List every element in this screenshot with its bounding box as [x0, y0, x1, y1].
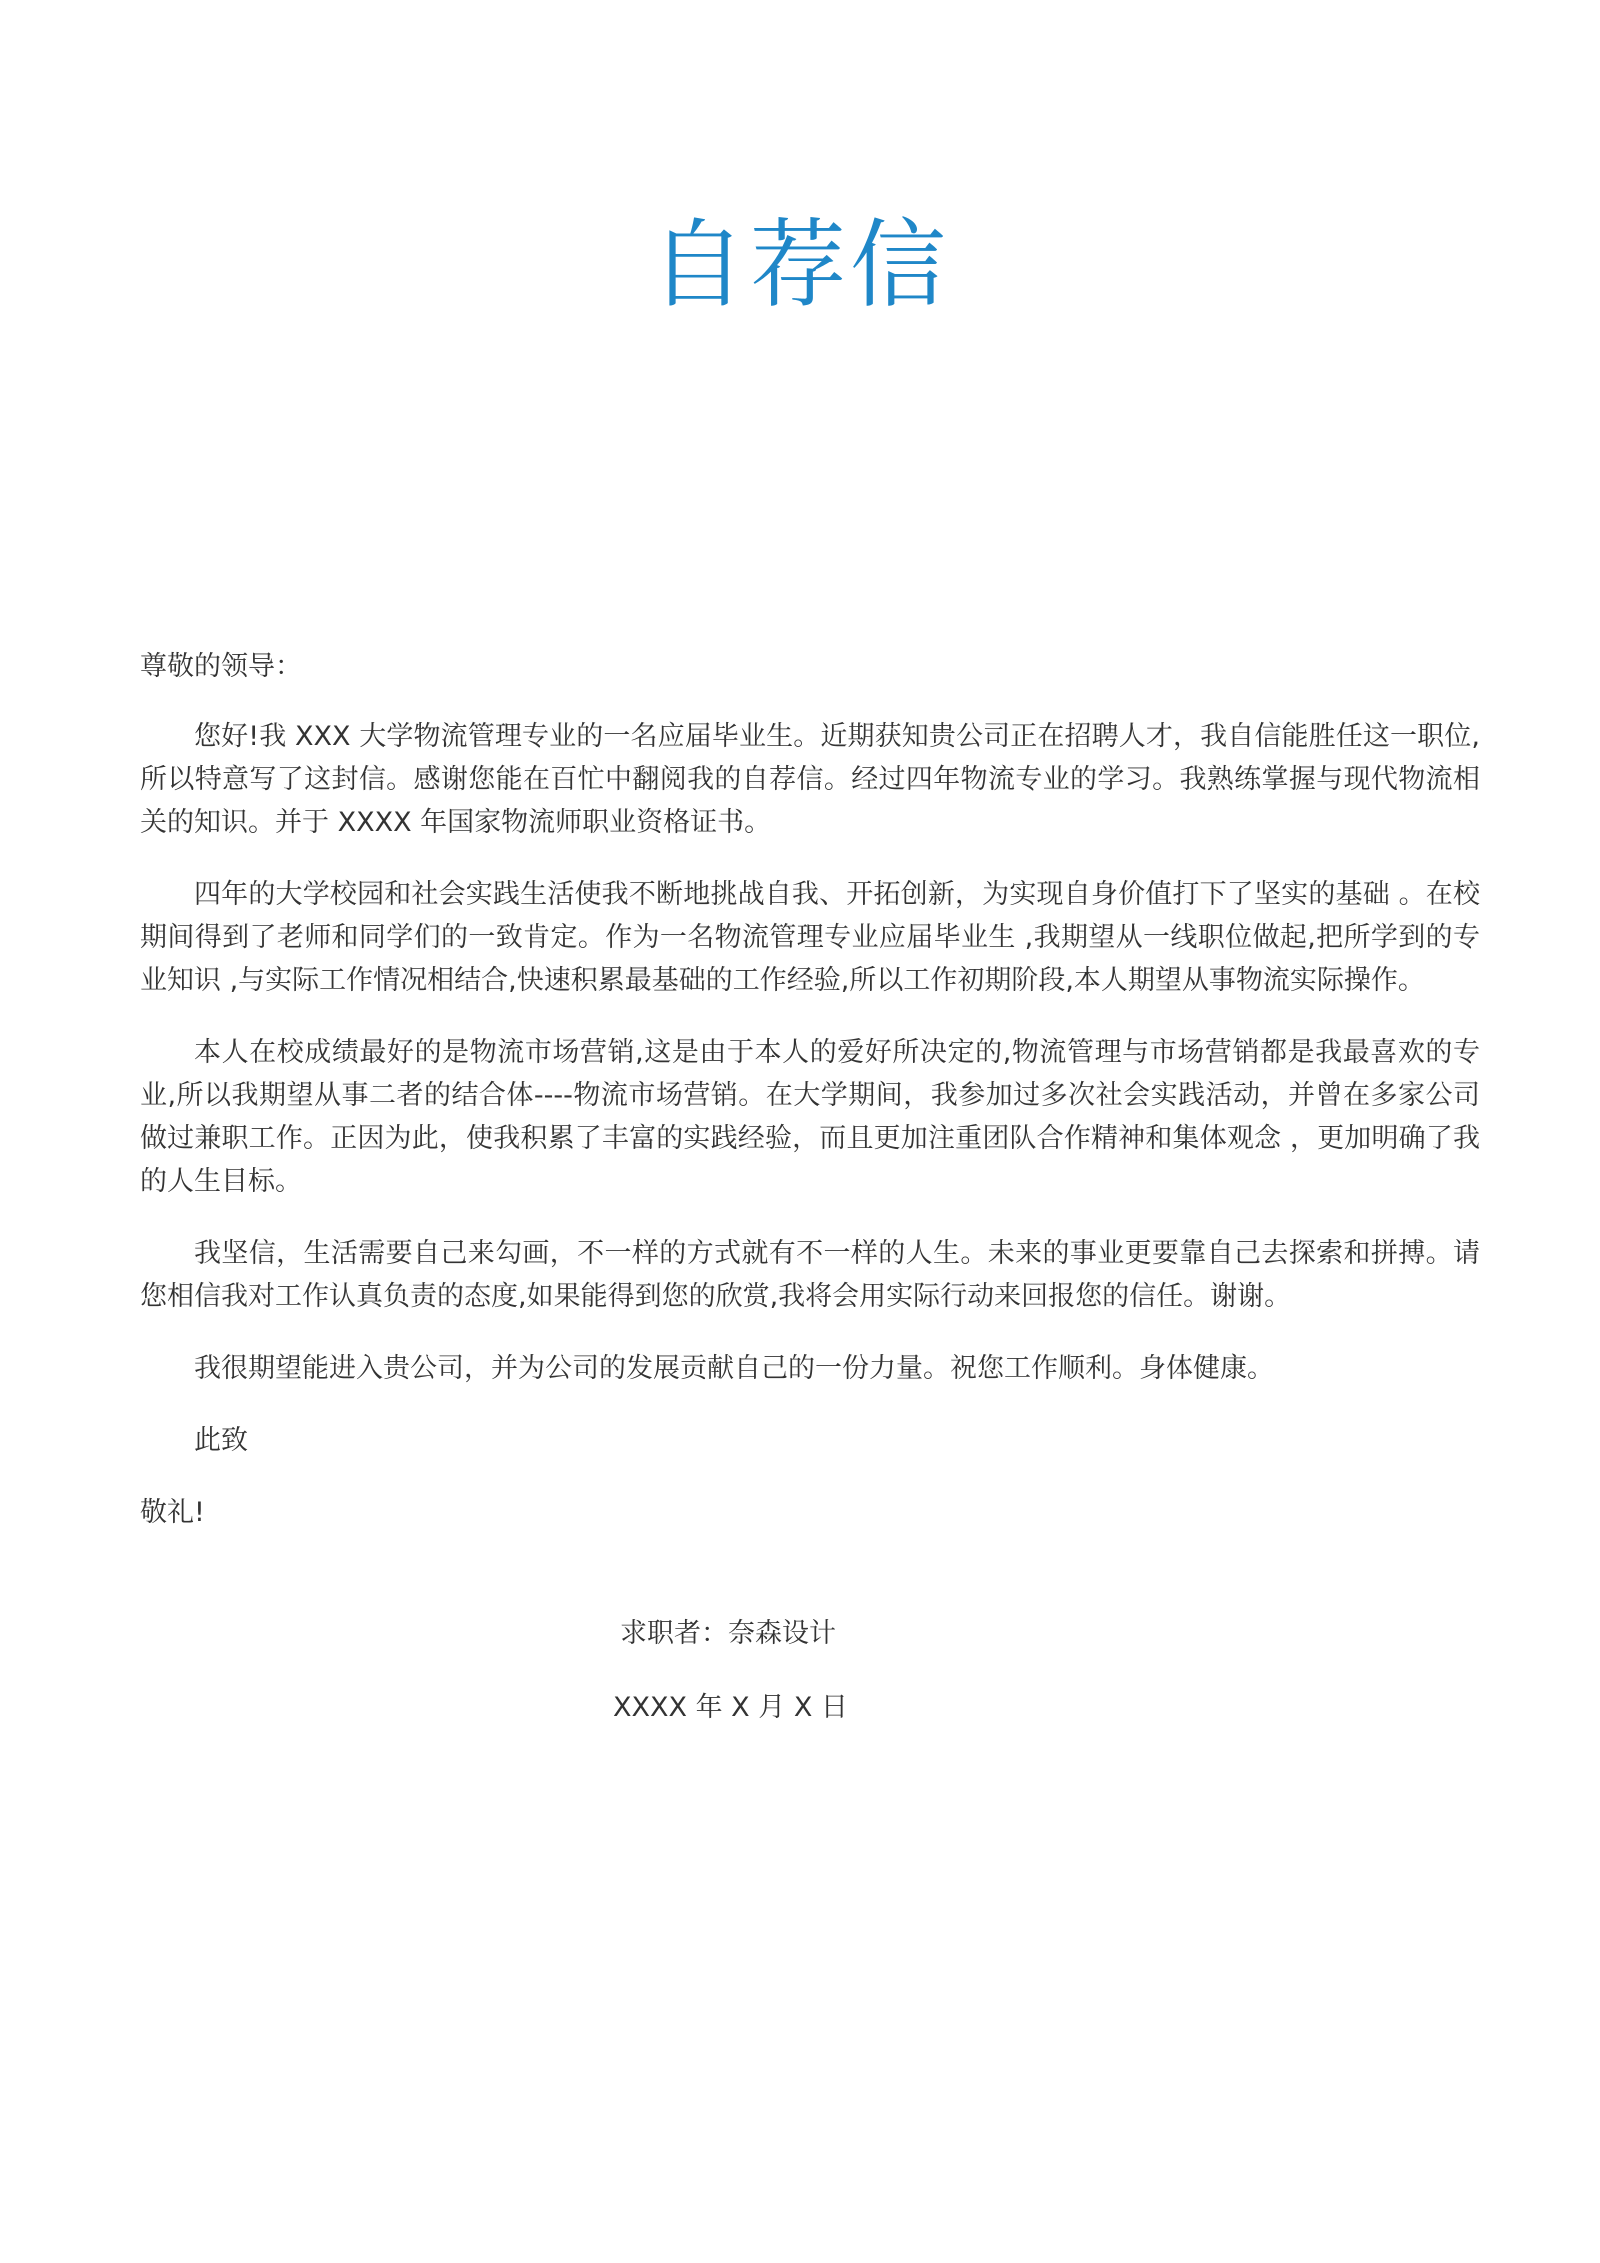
- closing: 此致: [194, 1425, 248, 1456]
- regards: 敬礼!: [140, 1497, 205, 1528]
- salutation: 尊敬的领导：: [140, 651, 302, 682]
- page-title: 自荐信: [650, 209, 950, 321]
- date: XXXX 年 X 月 X 日: [613, 1692, 848, 1723]
- paragraph-intro: 您好!我 XXX 大学物流管理专业的一名应届毕业生。近期获知贵公司正在招聘人才，我自信能胜任这一职位,所以特意写了这封信。感谢您能在百忙中翻阅我的自荐信。经过四年物流专业的学习。我熟练掌握与现代物流相关的知识。并于 XXXX 年国家物流师职业资格证书。: [140, 721, 1480, 838]
- paragraph-belief: 我坚信，生活需要自己来勾画，不一样的方式就有不一样的人生。未来的事业更要靠自己去探索和拼搏。请您相信我对工作认真负责的态度,如果能得到您的欣赏,我将会用实际行动来回报您的信任。谢谢。: [140, 1238, 1480, 1312]
- paragraph-strengths: 本人在校成绩最好的是物流市场营销,这是由于本人的爱好所决定的,物流管理与市场营销都是我最喜欢的专业,所以我期望从事二者的结合体----物流市场营销。在大学期间，我参加过多次社会实践活动，并曾在多家公司做过兼职工作。正因为此，使我积累了丰富的实践经验，而且更加注重团队合作精神和集体观念 ，更加明确了我的人生目标。: [140, 1037, 1480, 1197]
- paragraph-wish: 我很期望能进入贵公司，并为公司的发展贡献自己的一份力量。祝您工作顺利。身体健康。: [194, 1353, 1274, 1384]
- signer: 求职者：奈森设计: [620, 1618, 836, 1649]
- paragraph-university-life: 四年的大学校园和社会实践生活使我不断地挑战自我、开拓创新，为实现自身价值打下了坚实的基础 。在校期间得到了老师和同学们的一致肯定。作为一名物流管理专业应届毕业生 ,我期望从一线职位做起,把所学到的专业知识 ,与实际工作情况相结合,快速积累最基础的工作经验,所以工作初期阶段,本人期望从事物流实际操作。: [140, 879, 1480, 996]
- letter-body: [140, 645, 1480, 1563]
